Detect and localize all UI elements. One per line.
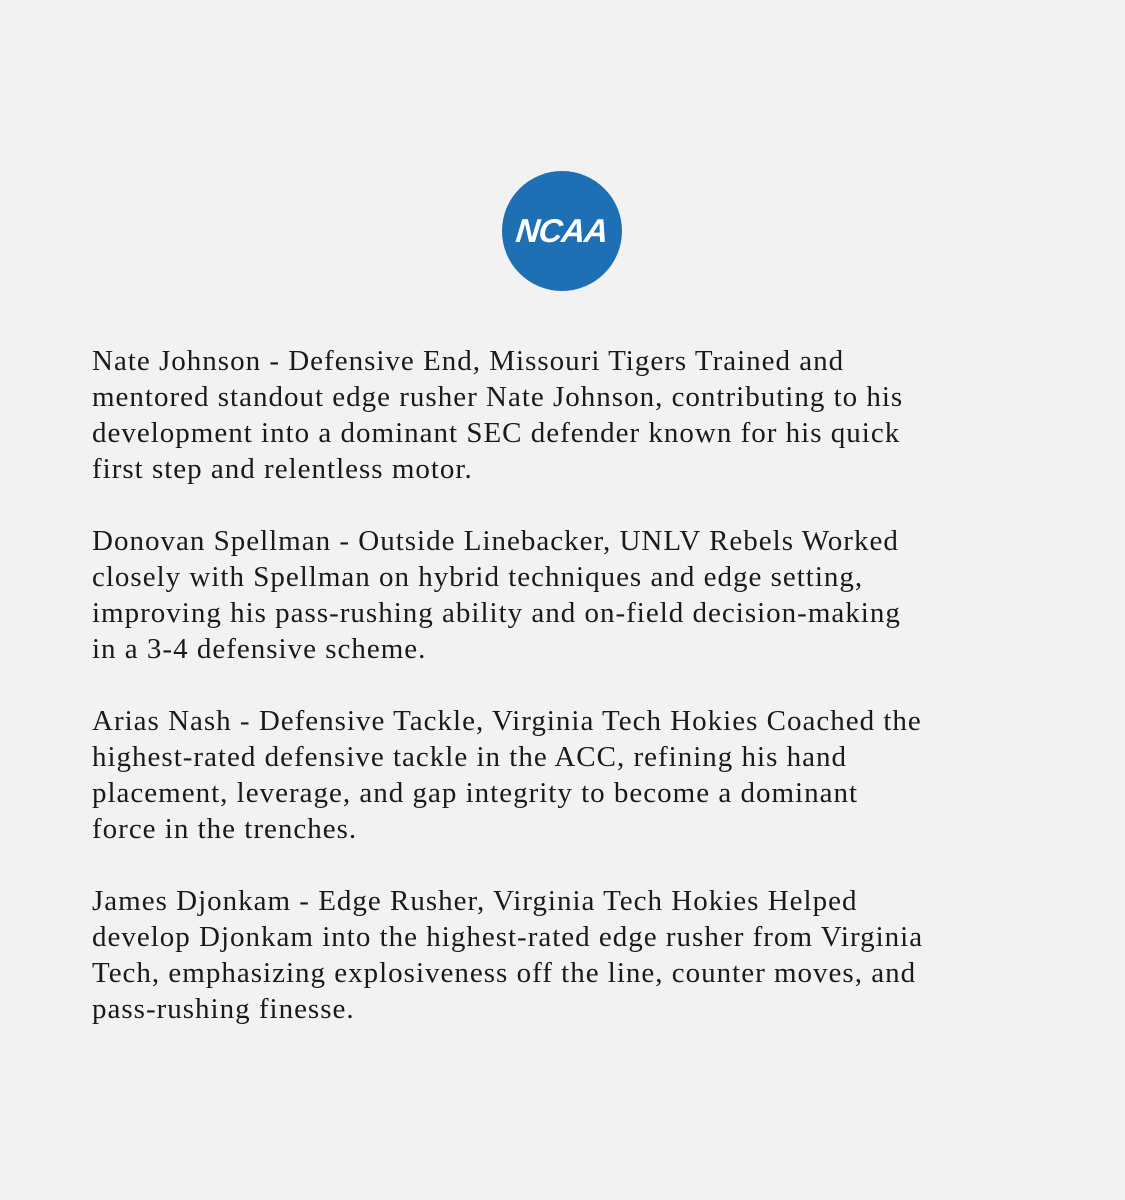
player-entry-james-djonkam: James Djonkam - Edge Rusher, Virginia Tech Hokies Helped develop Djonkam into the highest-rated edge rusher from Virginia Tech, emphasizing explosiveness off the line, counter moves, and pass-rushing finesse.: [92, 885, 924, 1025]
player-entry-nate-johnson: Nate Johnson - Defensive End, Missouri Tigers Trained and mentored standout edge rusher Nate Johnson, contributing to his development into a dominant SEC defender known for his quick first step and relentless motor.: [92, 345, 904, 485]
ncaa-logo: [502, 171, 622, 291]
ncaa-logo-text: NCAA: [514, 212, 610, 249]
player-entry-donovan-spellman: Donovan Spellman - Outside Linebacker, UNLV Rebels Worked closely with Spellman on hybrid techniques and edge setting, improving his pass-rushing ability and on-field decision-making in a 3-4 defensive scheme.: [92, 525, 901, 665]
player-entry-arias-nash: Arias Nash - Defensive Tackle, Virginia Tech Hokies Coached the highest-rated defensive tackle in the ACC, refining his hand placement, leverage, and gap integrity to become a dominant force in the trenches.: [92, 705, 922, 845]
player-list: [92, 343, 1082, 1063]
